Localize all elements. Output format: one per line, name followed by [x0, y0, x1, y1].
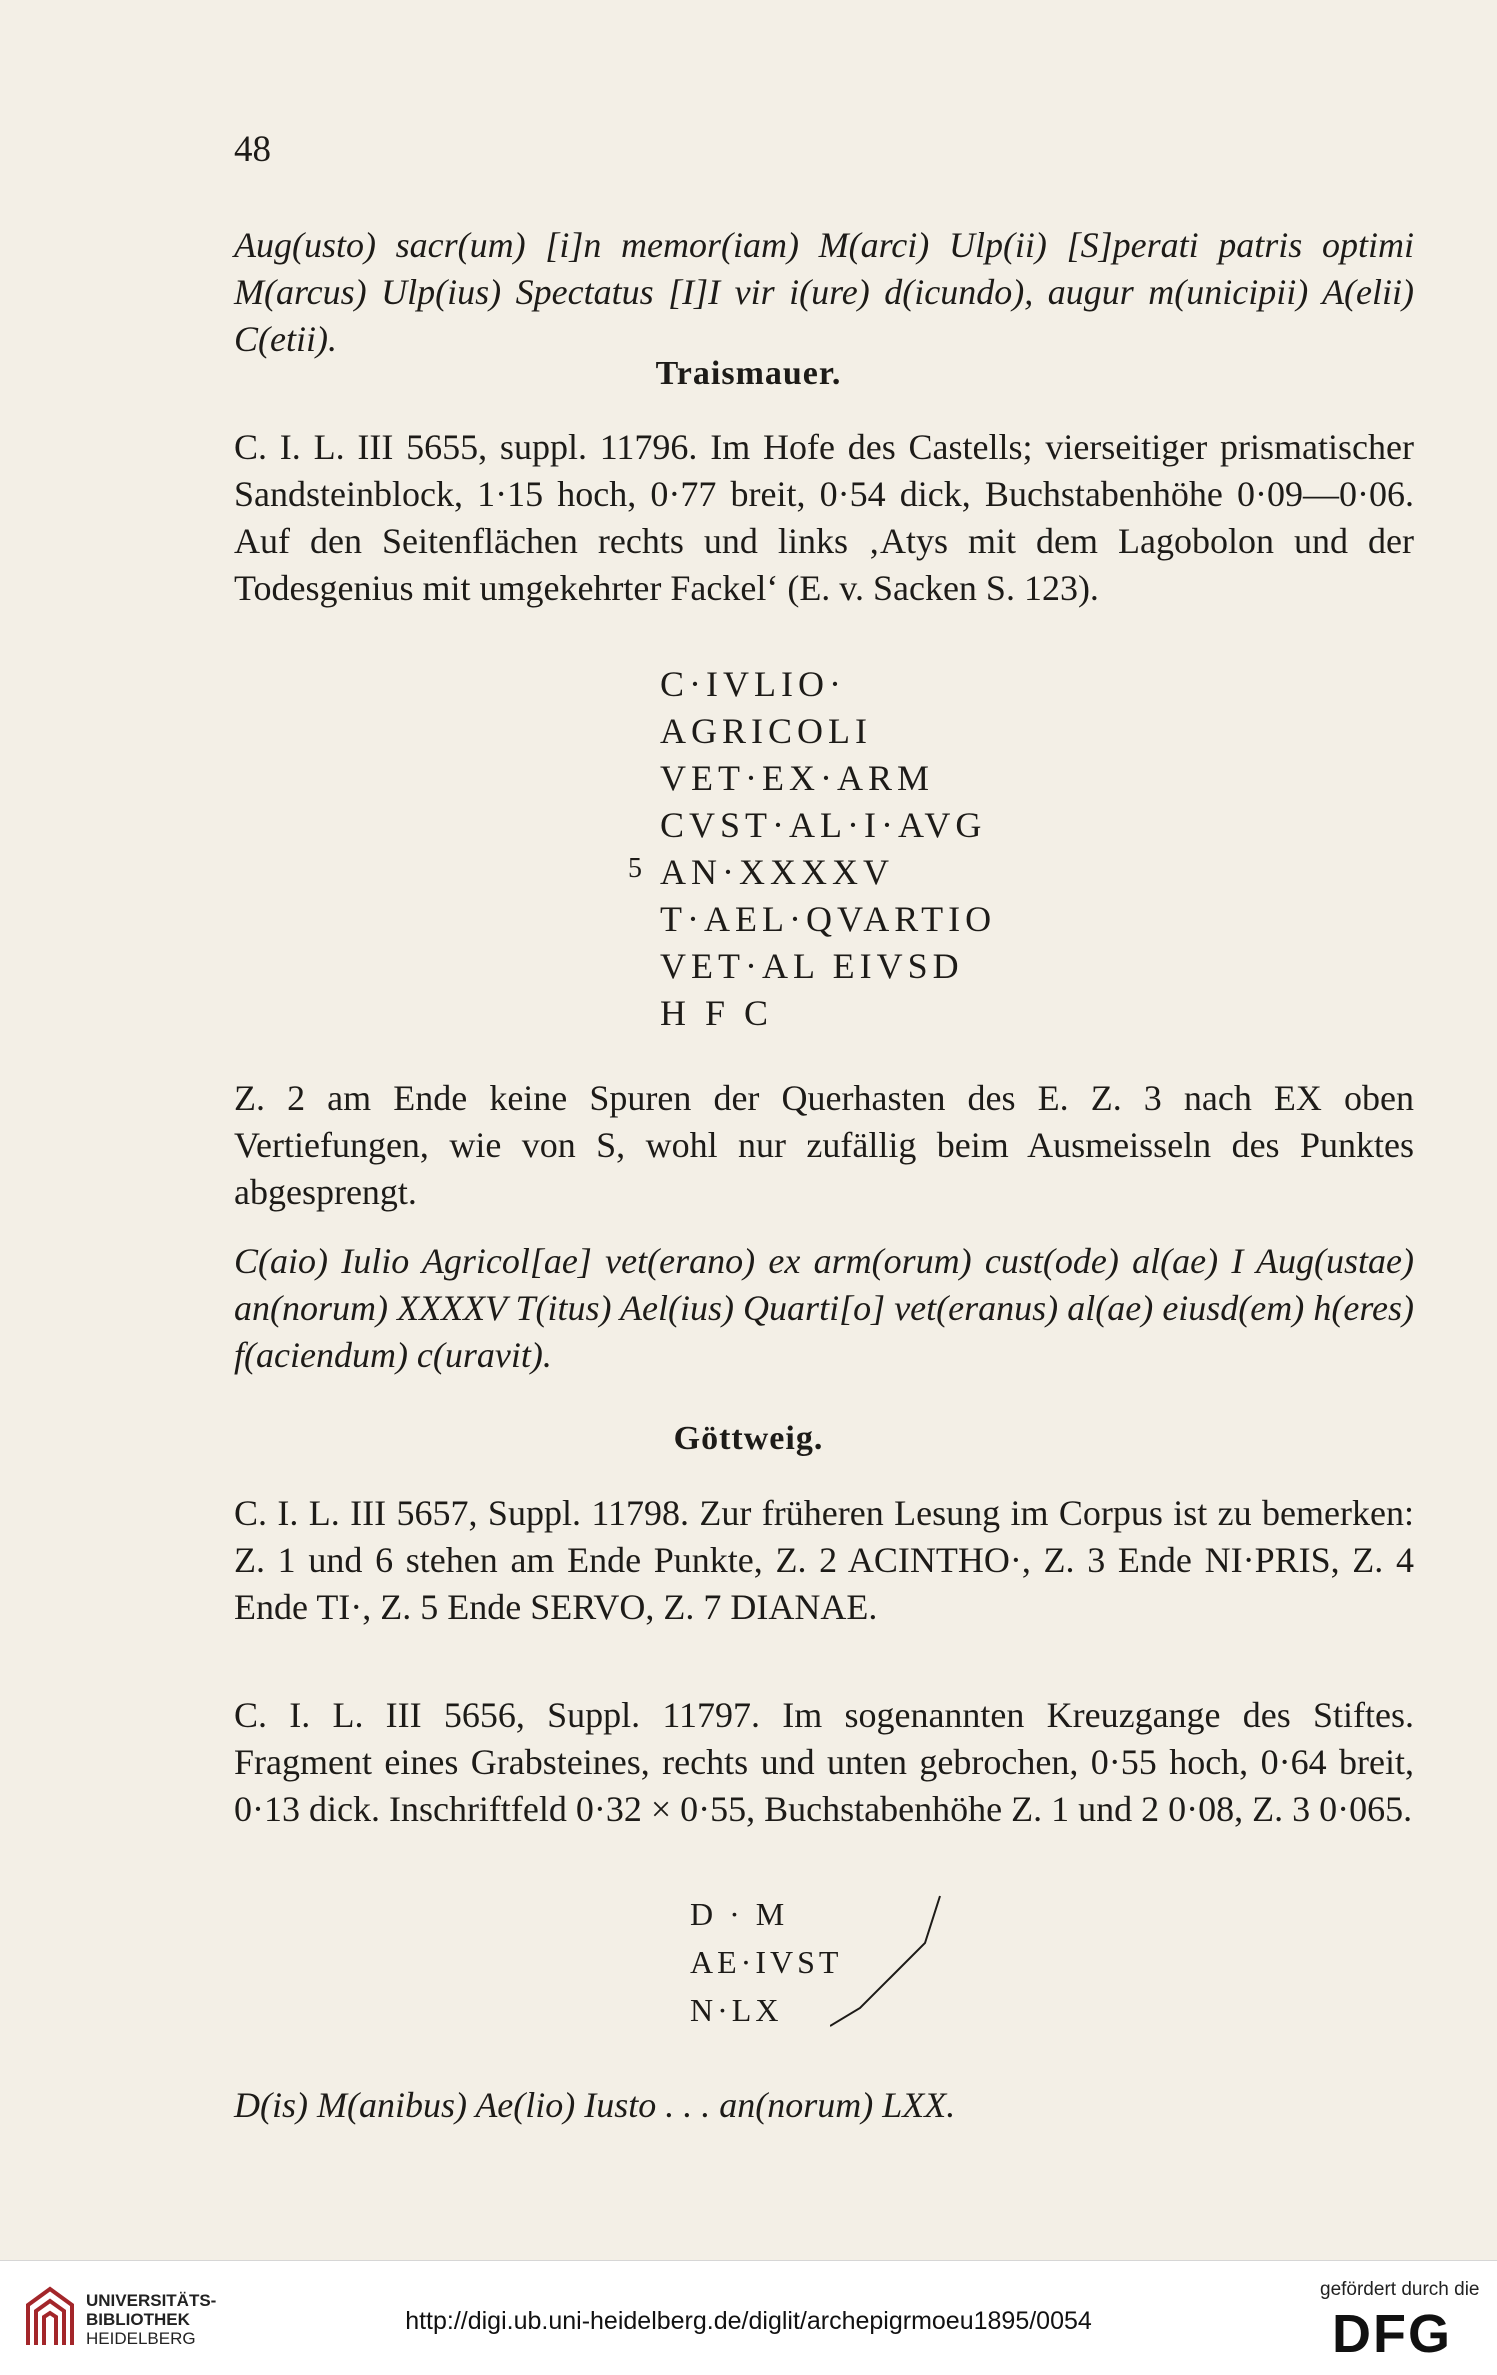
sponsor-text: gefördert durch die — [1320, 2279, 1480, 2300]
inscription-line: CVST·AL·I·AVG — [660, 805, 987, 845]
section-heading-traismauer: Traismauer. — [655, 355, 842, 392]
section-heading-goettweig: Göttweig. — [673, 1420, 824, 1457]
note-paragraph: Z. 2 am Ende keine Spuren der Querhasten des E. Z. 3 nach EX oben Vertiefungen, wie von S, wohl nur zufällig beim Ausmeisseln des Punktes abgesprengt. — [234, 1078, 1414, 1212]
page-number: 48 — [234, 129, 271, 170]
translation-paragraph-1: Aug(usto) sacr(um) [i]n memor(iam) M(arci) Ulp(ii) [S]perati patris optimi M(arcus) Ulp(ius) Spectatus [I]I vir i(ure) d(icundo), augur m(unicipii) A(elii) C(etii). — [234, 225, 1414, 359]
inscription-goettweig — [690, 1890, 842, 2034]
library-name-line: BIBLIOTHEK — [86, 2310, 190, 2329]
inscription-line: C·IVLIO· — [660, 664, 846, 704]
line-number-marker: 5 — [628, 853, 642, 884]
inscription-line: AN·XXXXV — [660, 852, 894, 892]
source-url-link[interactable]: http://digi.ub.uni-heidelberg.de/diglit/archepigrmoeu1895/0054 — [405, 2307, 1092, 2335]
inscription-line: AGRICOLI — [660, 711, 872, 751]
inscription-line: T·AEL·QVARTIO — [660, 899, 997, 939]
footer-bar — [0, 2260, 1497, 2375]
goettweig-paragraph-2: C. I. L. III 5656, Suppl. 11797. Im sogenannten Kreuzgange des Stiftes. Fragment eines Grabsteines, rechts und unten gebrochen, 0·55 hoch, 0·64 breit, 0·13 dick. Inschriftfeld 0·32 × 0·55, Buchstabenhöhe Z. 1 und 2 0·08, Z. 3 0·065. — [234, 1695, 1414, 1829]
dfg-logo: DFG — [1332, 2304, 1452, 2364]
inscription-line: N·LX — [690, 1992, 783, 2028]
goettweig-paragraph-1: C. I. L. III 5657, Suppl. 11798. Zur früheren Lesung im Corpus ist zu bemerken: Z. 1 und 6 stehen am Ende Punkte, Z. 2 ACINTHO·, Z. 3 Ende NI·PRIS, Z. 4 Ende TI·, Z. 5 Ende SERVO, Z. 7 DIANAE. — [234, 1493, 1414, 1627]
library-name-line: UNIVERSITÄTS- — [86, 2291, 217, 2310]
translation-paragraph-2: C(aio) Iulio Agricol[ae] vet(erano) ex arm(orum) cust(ode) al(ae) I Aug(ustae) an(norum) XXXXV T(itus) Ael(ius) Quarti[o] vet(eranus) al(ae) eiusd(em) h(eres) f(aciendum) c(uravit). — [234, 1241, 1414, 1375]
inscription-line: D · M — [690, 1896, 789, 1932]
inscription-traismauer — [660, 661, 997, 1037]
break-line-icon — [830, 1888, 990, 2048]
inscription-line: VET·AL EIVSD — [660, 946, 964, 986]
library-name-line: HEIDELBERG — [86, 2329, 196, 2348]
translation-paragraph-3: D(is) M(anibus) Ae(lio) Iusto . . . an(norum) LXX. — [234, 2085, 956, 2125]
inscription-line: H F C — [660, 993, 774, 1033]
description-paragraph-traismauer: C. I. L. III 5655, suppl. 11796. Im Hofe des Castells; vierseitiger prismatischer Sandsteinblock, 1·15 hoch, 0·77 breit, 0·54 dick, Buchstabenhöhe 0·09—0·06. Auf den Seitenflächen rechts und links ‚Atys mit dem Lagobolon und der Todesgenius mit umgekehrter Fackel‘ (E. v. Sacken S. 123). — [234, 427, 1414, 608]
inscription-line: AE·IVST — [690, 1944, 843, 1980]
inscription-line: VET·EX·ARM — [660, 758, 934, 798]
